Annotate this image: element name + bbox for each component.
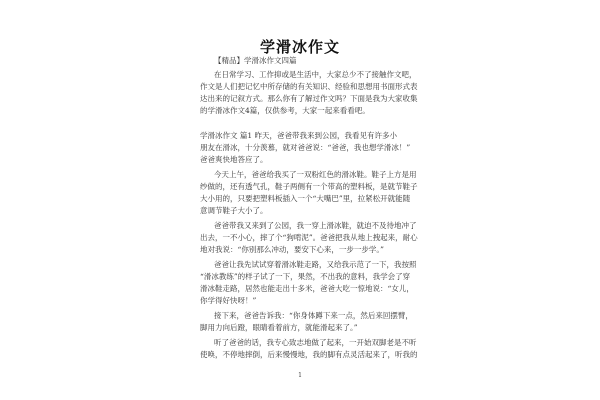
essay-line: 接下来，爸爸告诉我：“你身体蹲下来一点，然后来回摆臂， [214,311,413,320]
essay-line: 大小用的，只要把塑料板插入一个“大嘴巴”里，拉紧松开就能随 [200,194,411,203]
essay-line: 听了爸爸的话，我专心致志地做了起来，一开始双脚老是不听 [214,338,417,347]
essay-line: 今天上午，爸爸给我买了一双粉红色的滑冰鞋。鞋子上方是用 [214,170,417,179]
essay-line: 脚用力向后蹬，眼睛看着前方，就能滑起来了。” [200,323,358,332]
essay-line: “滑冰教练”的样子试了一下，果然，不出我的意料，我学会了穿 [200,272,411,281]
essay-line: 意调节鞋子大小了。 [200,206,268,215]
essay-line: 爸爸让我先试试穿着滑冰鞋走路，又给我示范了一下，我按照 [214,260,417,269]
essay-line: 出去，一不小心，摔了个“狗啃泥”。爸爸把我从地上拽起来，耐心 [200,233,418,242]
intro-heading: 【精品】学滑冰作文四篇 [214,56,297,65]
essay-line: 使唤，不停地摔倒，后来慢慢地，我的脚有点灵活起来了，听我的 [200,350,418,359]
intro-line: 在日常学习、工作抑或是生活中，大家总少不了接触作文吧， [214,70,417,79]
page-title: 学滑冰作文 [259,38,340,56]
essay-line: 你学得好快呀！” [200,296,257,305]
essay-line: 滑冰鞋走路，居然也能走出十多米，爸爸大吃一惊地说：“女儿， [200,284,414,293]
essay-line: 纱做的，还有透气孔，鞋子两侧有一个带高的塑料板，是就节鞋子 [200,182,418,191]
page-number: 1 [298,372,302,379]
essay-line: 学滑冰作文 篇1 昨天，爸爸带我来到公园，我看见有许多小 [200,131,398,140]
intro-line: 的学滑冰作文4篇，仅供参考，大家一起来看看吧。 [200,106,370,115]
intro-line: 达出来的记叙方式。那么你有了解过作文吗？下面是我为大家收集 [200,94,418,103]
essay-line: 爸爸带我又来到了公园，我一穿上滑冰鞋，就迫不及待地冲了 [214,221,417,230]
essay-line: 地对我说：“你别那么冲动，要安下心来，一步一步学。” [200,245,384,254]
essay-line: 爸爸爽快地答应了。 [200,155,268,164]
intro-line: 作文是人们把记忆中所存储的有关知识、经验和思想用书面形式表 [200,82,418,91]
essay-line: 朋友在滑冰，十分羡慕，就对爸爸说：“爸爸，我也想学滑冰！” [200,143,411,152]
